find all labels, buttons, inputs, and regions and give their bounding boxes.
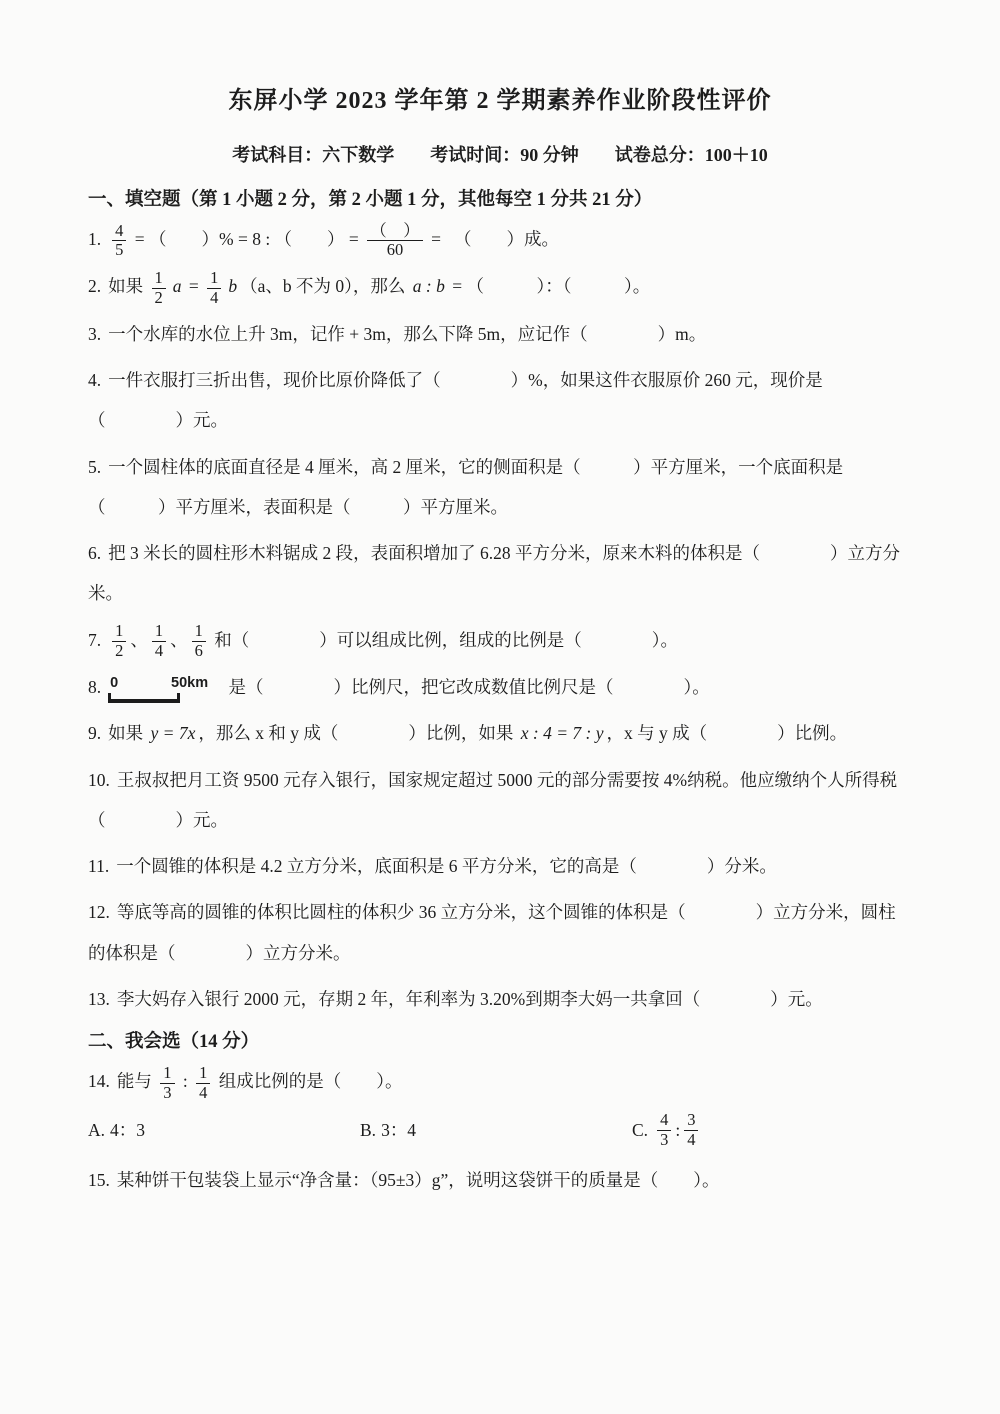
text-segment: 组成比例的是（ ）。 (214, 1071, 403, 1092)
question-number: 13. (88, 988, 110, 1009)
fraction-denominator: 6 (194, 641, 203, 661)
section-heading-1: 一、填空题（第 1 小题 2 分，第 2 小题 1 分，其他每空 1 分共 21 分） (88, 190, 653, 210)
question-14 (88, 1061, 912, 1102)
text-segment: 和（ ）可以组成比例，组成的比例是（ ）。 (209, 629, 678, 650)
scale-bar-line (108, 693, 180, 703)
fraction (192, 622, 206, 661)
text-segment: ，那么 x 和 y 成（ ）比例，如果 (198, 723, 518, 744)
scale-bar-max-label: 50km (171, 674, 209, 691)
scale-bar-icon (108, 675, 208, 703)
fraction-denominator: 4 (210, 287, 219, 307)
math-expression: y = 7x (150, 723, 196, 744)
option-a (88, 1112, 360, 1149)
option-c (632, 1111, 702, 1150)
fraction (152, 269, 166, 308)
section-2 (88, 1027, 912, 1200)
section-heading-2: 二、我会选（14 分） (88, 1032, 260, 1053)
question-number: 4. (88, 370, 102, 391)
math-expression: x : 4 = 7 : y (520, 723, 604, 744)
fraction-denominator: 3 (660, 1129, 669, 1149)
question-number: 6. (88, 543, 102, 564)
text-segment: : (675, 1119, 681, 1140)
option-b (360, 1112, 632, 1149)
question-7 (88, 620, 912, 661)
fraction-numerator: 1 (152, 269, 166, 289)
text-segment: 4：3 (110, 1119, 146, 1140)
fraction-numerator: 1 (207, 269, 221, 289)
fraction-numerator: 1 (152, 622, 166, 642)
fraction-denominator: 4 (687, 1129, 696, 1149)
question-number: 2. (88, 276, 102, 297)
text-segment: 一个圆柱体的底面直径是 4 厘米，高 2 厘米，它的侧面积是（ ）平方厘米，一个底面积是（ ）平方厘米，表面积是（ ）平方厘米。 (88, 456, 844, 517)
question-12 (88, 892, 912, 973)
fraction-denominator: 5 (115, 240, 124, 260)
question-11 (88, 846, 912, 886)
question-number: 3. (88, 323, 102, 344)
text-segment: 一个水库的水位上升 3m，记作 + 3m，那么下降 5m，应记作（ ）m。 (108, 323, 707, 344)
question-3 (88, 314, 912, 354)
fraction-numerator: 1 (160, 1064, 174, 1084)
sections-container (88, 185, 912, 1200)
question-number: 9. (88, 723, 102, 744)
text-segment: = （ ）：（ ）。 (447, 276, 651, 297)
math-expression: b (228, 276, 238, 297)
question-6 (88, 533, 912, 614)
text-segment: : (178, 1071, 193, 1092)
question-8 (88, 667, 912, 707)
fraction (367, 222, 423, 261)
fraction-denominator: 4 (199, 1082, 208, 1102)
text-segment: （a、b 不为 0），那么 (240, 276, 410, 297)
question-9 (88, 713, 912, 753)
page-subtitle: 考试科目：六下数学 考试时间：90 分钟 试卷总分：100＋10 (232, 145, 768, 165)
option-label: C. (632, 1119, 649, 1140)
math-expression: a : b (412, 276, 445, 297)
fraction-numerator: 3 (684, 1111, 698, 1131)
text-segment: 把 3 米长的圆柱形木料锯成 2 段，表面积增加了 6.28 平方分米，原来木料的体积是（ ）立方分米。 (88, 543, 900, 604)
fraction (152, 622, 166, 661)
fraction-numerator: （ ） (367, 222, 423, 242)
text-segment: 王叔叔把月工资 9500 元存入银行，国家规定超过 5000 元的部分需要按 4%纳税。他应缴纳个人所得税（ ）元。 (88, 769, 898, 830)
text-segment: 一个圆锥的体积是 4.2 立方分米，底面积是 6 平方分米，它的高是（ ）分米。 (116, 856, 777, 877)
question-13 (88, 979, 912, 1019)
math-expression: a (172, 276, 182, 297)
question-number: 14. (88, 1071, 110, 1092)
question-number: 5. (88, 456, 102, 477)
text-segment: 是（ ）比例尺，把它改成数值比例尺是（ ）。 (224, 677, 710, 698)
option-label: A. (88, 1119, 106, 1140)
fraction-numerator: 4 (112, 222, 126, 242)
question-number: 10. (88, 769, 110, 790)
fraction-denominator: 60 (386, 240, 404, 260)
text-segment: 、 (130, 629, 148, 650)
text-segment: 、 (170, 629, 188, 650)
option-label: B. (360, 1119, 377, 1140)
options-row (88, 1111, 912, 1150)
text-segment: = (184, 276, 204, 297)
scale-bar-zero-label: 0 (110, 674, 119, 691)
text-segment: 等底等高的圆锥的体积比圆柱的体积少 36 立方分米，这个圆锥的体积是（ ）立方分米，圆柱的体积是（ ）立方分米。 (88, 902, 896, 963)
fraction-denominator: 2 (115, 641, 124, 661)
text-segment: 某种饼干包装袋上显示“净含量：（95±3）g”，说明这袋饼干的质量是（ ）。 (116, 1169, 720, 1190)
question-number: 11. (88, 856, 110, 877)
question-1 (88, 219, 912, 260)
question-number: 1. (88, 229, 102, 249)
fraction (684, 1111, 698, 1150)
fraction-denominator: 2 (154, 287, 163, 307)
text-segment: = （ ）成。 (426, 229, 560, 249)
fraction-numerator: 4 (657, 1111, 671, 1131)
scale-bar-labels (108, 675, 208, 692)
fraction (160, 1064, 174, 1103)
fraction-numerator: 1 (192, 622, 206, 642)
question-2 (88, 266, 912, 307)
question-number: 12. (88, 902, 110, 923)
text-segment: 3：4 (381, 1119, 417, 1140)
text-segment: = （ ）% = 8 : （ ） = (130, 229, 364, 249)
text-segment: 能与 (116, 1071, 157, 1092)
fraction (112, 222, 126, 261)
fraction (196, 1064, 210, 1103)
fraction-denominator: 4 (154, 641, 164, 661)
fraction (207, 269, 221, 308)
section-1 (88, 185, 912, 1019)
fraction-numerator: 1 (196, 1064, 210, 1084)
question-5 (88, 447, 912, 528)
fraction (112, 622, 126, 661)
fraction-denominator: 3 (163, 1082, 172, 1102)
text-segment: 如果 (108, 723, 148, 744)
question-10 (88, 760, 912, 841)
text-segment: ，x 与 y 成（ ）比例。 (606, 723, 848, 744)
question-number: 7. (88, 629, 102, 650)
fraction (657, 1111, 671, 1150)
text-segment: 如果 (108, 276, 148, 297)
fraction-numerator: 1 (112, 622, 126, 642)
text-segment: 李大妈存入银行 2000 元，存期 2 年，年利率为 3.20%到期李大妈一共拿回（ ）元。 (116, 988, 823, 1009)
question-number: 8. (88, 677, 102, 698)
question-15 (88, 1160, 912, 1200)
question-4 (88, 360, 912, 441)
page-title: 东屏小学 2023 学年第 2 学期素养作业阶段性评价 (228, 88, 772, 114)
question-number: 15. (88, 1169, 110, 1190)
text-segment: 一件衣服打三折出售，现价比原价降低了（ ）%，如果这件衣服原价 260 元，现价是（ ）元。 (88, 370, 823, 431)
